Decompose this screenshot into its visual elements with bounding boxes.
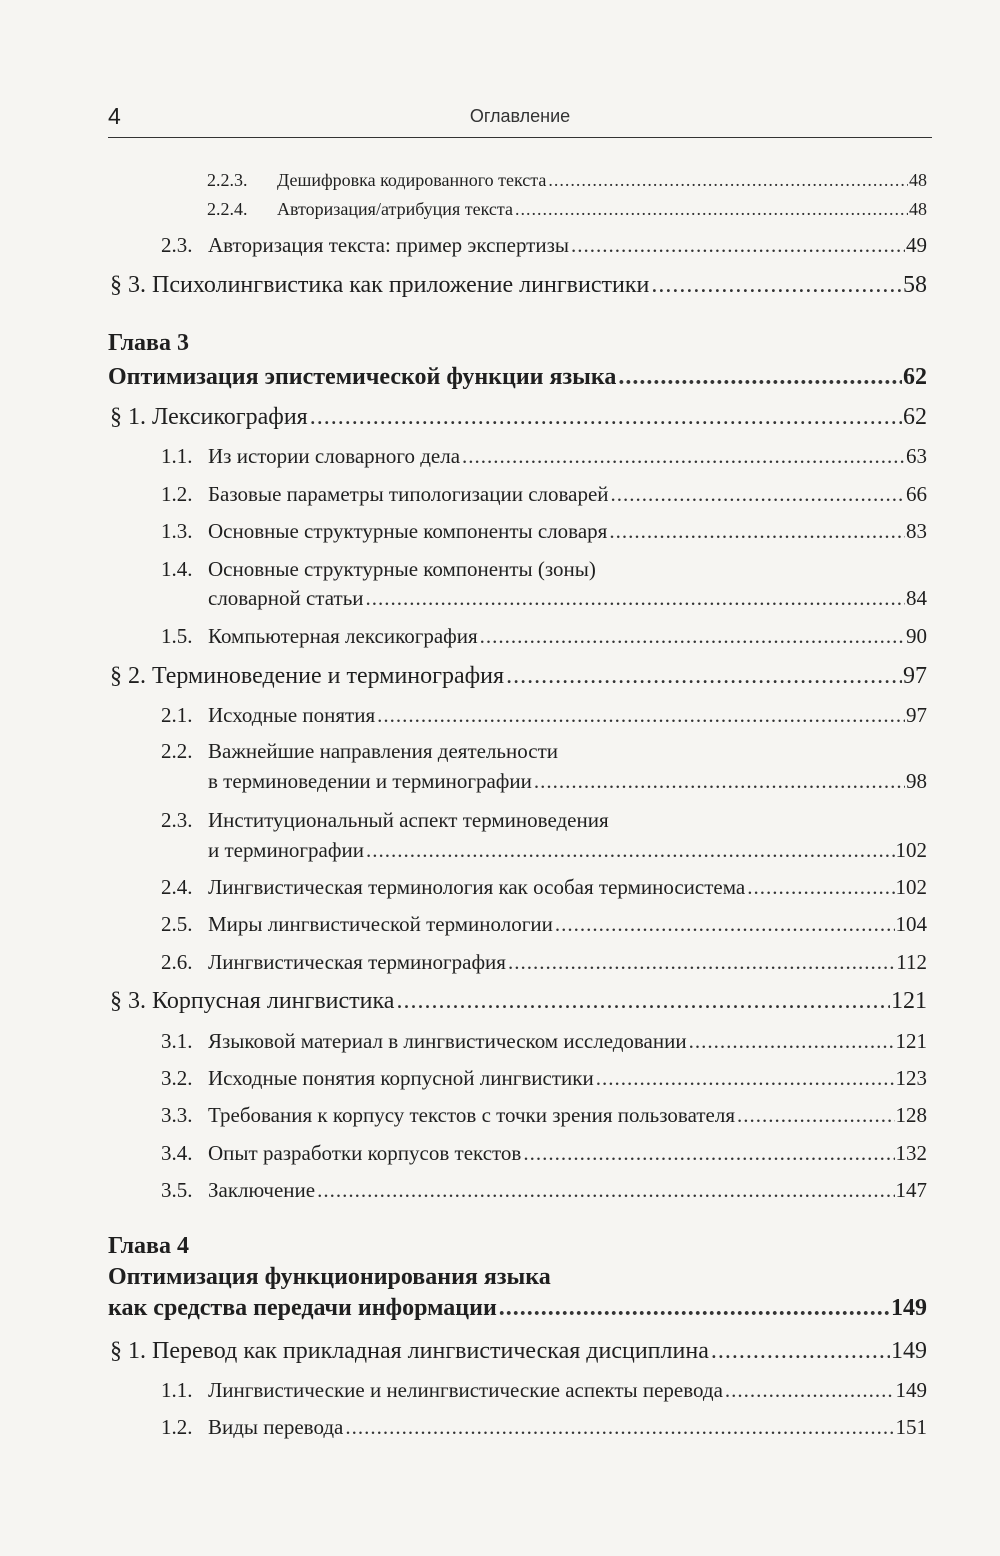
toc-entry-first-line[interactable] [161, 739, 558, 764]
entry-number: 1.3. [161, 519, 193, 543]
toc-entry[interactable] [161, 1178, 927, 1203]
entry-title: Заключение [208, 1178, 316, 1202]
toc-entry[interactable] [161, 1103, 927, 1128]
entry-title: словарной статьи [208, 586, 364, 610]
entry-number: 1.1. [161, 1378, 193, 1402]
dot-leader [508, 950, 895, 975]
entry-title: Лингвистическая терминография [208, 950, 506, 974]
entry-page: 48 [909, 199, 927, 219]
running-title: Оглавление [469, 106, 571, 126]
entry-page: 62 [903, 364, 927, 390]
dot-leader [611, 482, 905, 507]
chapter-title-line1: Оптимизация функционирования языка [108, 1264, 551, 1290]
entry-page: 128 [895, 1103, 927, 1127]
entry-page: 102 [895, 838, 927, 862]
dot-leader [737, 1103, 895, 1128]
section-title: Корпусная лингвистика [152, 988, 395, 1014]
toc-entry[interactable] [161, 444, 927, 469]
entry-page: 98 [906, 769, 927, 793]
entry-page: 62 [903, 404, 927, 430]
entry-title: Авторизация текста: пример экспертизы [208, 233, 569, 257]
entry-number: 3.2. [161, 1066, 193, 1090]
section-number: § 2. [110, 663, 146, 689]
entry-number: 2.1. [161, 703, 193, 727]
dot-leader [534, 769, 905, 794]
entry-number: 2.4. [161, 875, 193, 899]
toc-section-entry[interactable] [110, 663, 927, 690]
dot-leader [366, 586, 905, 611]
dot-leader [506, 663, 902, 690]
entry-page: 97 [906, 703, 927, 727]
section-title: Лексикография [152, 404, 308, 430]
toc-entry-first-line[interactable] [161, 557, 596, 582]
toc-section-entry[interactable] [110, 404, 927, 431]
entry-title: Основные структурные компоненты словаря [208, 519, 608, 543]
toc-entry[interactable] [161, 1029, 927, 1054]
dot-leader [480, 624, 905, 649]
dot-leader [555, 912, 895, 937]
toc-entry[interactable] [207, 199, 927, 220]
toc-entry[interactable] [208, 769, 927, 794]
entry-title: Лингвистические и нелингвистические аспекты перевода [208, 1378, 723, 1402]
toc-entry[interactable] [208, 586, 927, 611]
page-header [108, 101, 932, 137]
entry-page: 121 [891, 988, 927, 1014]
dot-leader [310, 404, 902, 431]
entry-number: 3.4. [161, 1141, 193, 1165]
entry-number: 2.2.4. [207, 199, 248, 219]
section-number: § 3. [110, 272, 146, 298]
chapter-title: Оптимизация эпистемической функции языка [108, 364, 617, 390]
dot-leader [618, 364, 902, 391]
dot-leader [462, 444, 905, 469]
dot-leader [609, 519, 905, 544]
entry-page: 132 [895, 1141, 927, 1165]
entry-page: 97 [903, 663, 927, 689]
entry-title-line1: Важнейшие направления деятельности [208, 739, 558, 763]
entry-number: 1.4. [161, 557, 193, 581]
entry-title: и терминографии [208, 838, 364, 862]
toc-entry[interactable] [161, 1066, 927, 1091]
dot-leader [396, 988, 890, 1015]
entry-title-line1: Институциональный аспект терминоведения [208, 808, 609, 832]
entry-page: 112 [896, 950, 927, 974]
entry-page: 149 [891, 1338, 927, 1364]
entry-page: 66 [906, 482, 927, 506]
dot-leader [725, 1378, 895, 1403]
dot-leader [747, 875, 894, 900]
chapter-label: Глава 3 [108, 330, 189, 356]
entry-number: 3.3. [161, 1103, 193, 1127]
entry-number: 2.2. [161, 739, 193, 763]
entry-number: 2.3. [161, 233, 193, 257]
entry-number: 3.1. [161, 1029, 193, 1053]
entry-page: 149 [891, 1295, 927, 1321]
entry-title: в терминоведении и терминографии [208, 769, 532, 793]
section-title: Перевод как прикладная лингвистическая дисциплина [152, 1338, 709, 1364]
toc-entry[interactable] [161, 233, 927, 258]
entry-title: Исходные понятия корпусной лингвистики [208, 1066, 594, 1090]
entry-page: 104 [895, 912, 927, 936]
toc-entry[interactable] [161, 1415, 927, 1440]
section-number: § 1. [110, 404, 146, 430]
dot-leader [345, 1415, 894, 1440]
entry-title: Компьютерная лексикография [208, 624, 478, 648]
entry-number: 1.5. [161, 624, 193, 648]
entry-page: 58 [903, 272, 927, 298]
entry-title: Опыт разработки корпусов текстов [208, 1141, 522, 1165]
dot-leader [651, 272, 902, 299]
section-number: § 1. [110, 1338, 146, 1364]
toc-chapter-entry[interactable] [108, 364, 927, 391]
entry-number: 2.2.3. [207, 170, 248, 190]
entry-number: 2.5. [161, 912, 193, 936]
toc-section-entry[interactable] [110, 988, 927, 1015]
entry-page: 48 [909, 170, 927, 190]
toc-section-entry[interactable] [110, 1338, 927, 1365]
entry-title: Авторизация/атрибуция текста [277, 199, 513, 219]
entry-number: 3.5. [161, 1178, 193, 1202]
toc-entry[interactable] [161, 519, 927, 544]
entry-number: 1.1. [161, 444, 193, 468]
toc-entry[interactable] [161, 875, 927, 900]
entry-number: 2.3. [161, 808, 193, 832]
toc-entry[interactable] [208, 838, 927, 863]
entry-page: 102 [895, 875, 927, 899]
dot-leader [596, 1066, 895, 1091]
toc-section-entry[interactable] [110, 272, 927, 299]
entry-title: Виды перевода [208, 1415, 344, 1439]
entry-title: Языковой материал в лингвистическом исследовании [208, 1029, 687, 1053]
entry-page: 149 [895, 1378, 927, 1402]
dot-leader [689, 1029, 895, 1054]
dot-leader [366, 838, 895, 863]
entry-title: Базовые параметры типологизации словарей [208, 482, 609, 506]
entry-title: Из истории словарного дела [208, 444, 461, 468]
dot-leader [548, 170, 908, 191]
entry-page: 151 [895, 1415, 927, 1439]
entry-title: Миры лингвистической терминологии [208, 912, 553, 936]
entry-title: Дешифровка кодированного текста [277, 170, 547, 190]
toc-entry[interactable] [207, 170, 927, 191]
dot-leader [499, 1295, 890, 1322]
page-number: 4 [108, 103, 121, 129]
toc-entry[interactable] [161, 703, 927, 728]
entry-title-line1: Основные структурные компоненты (зоны) [208, 557, 596, 581]
chapter-label: Глава 4 [108, 1233, 189, 1259]
entry-page: 63 [906, 444, 927, 468]
entry-title: Требования к корпусу текстов с точки зрения пользователя [208, 1103, 735, 1127]
toc-entry[interactable] [161, 1141, 927, 1166]
toc-entry[interactable] [161, 950, 927, 975]
toc-entry-first-line[interactable] [161, 808, 609, 833]
entry-number: 1.2. [161, 482, 193, 506]
entry-page: 147 [895, 1178, 927, 1202]
dot-leader [515, 199, 908, 220]
toc-entry[interactable] [161, 912, 927, 937]
entry-page: 121 [895, 1029, 927, 1053]
dot-leader [711, 1338, 890, 1365]
entry-title: Лингвистическая терминология как особая терминосистема [208, 875, 746, 899]
entry-number: 1.2. [161, 1415, 193, 1439]
entry-page: 123 [895, 1066, 927, 1090]
section-title: Терминоведение и терминография [152, 663, 505, 689]
section-number: § 3. [110, 988, 146, 1014]
entry-page: 90 [906, 624, 927, 648]
chapter-title: как средства передачи информации [108, 1295, 497, 1321]
section-title: Психолингвистика как приложение лингвистики [152, 272, 650, 298]
header-rule [108, 137, 932, 138]
entry-page: 84 [906, 586, 927, 610]
dot-leader [377, 703, 905, 728]
entry-title: Исходные понятия [208, 703, 376, 727]
toc-entry[interactable] [161, 624, 927, 649]
entry-number: 2.6. [161, 950, 193, 974]
toc-entry[interactable] [161, 482, 927, 507]
toc-entry[interactable] [161, 1378, 927, 1403]
entry-page: 83 [906, 519, 927, 543]
toc-chapter-entry[interactable] [108, 1295, 927, 1322]
dot-leader [523, 1141, 894, 1166]
entry-page: 49 [906, 233, 927, 257]
dot-leader [571, 233, 905, 258]
dot-leader [317, 1178, 894, 1203]
